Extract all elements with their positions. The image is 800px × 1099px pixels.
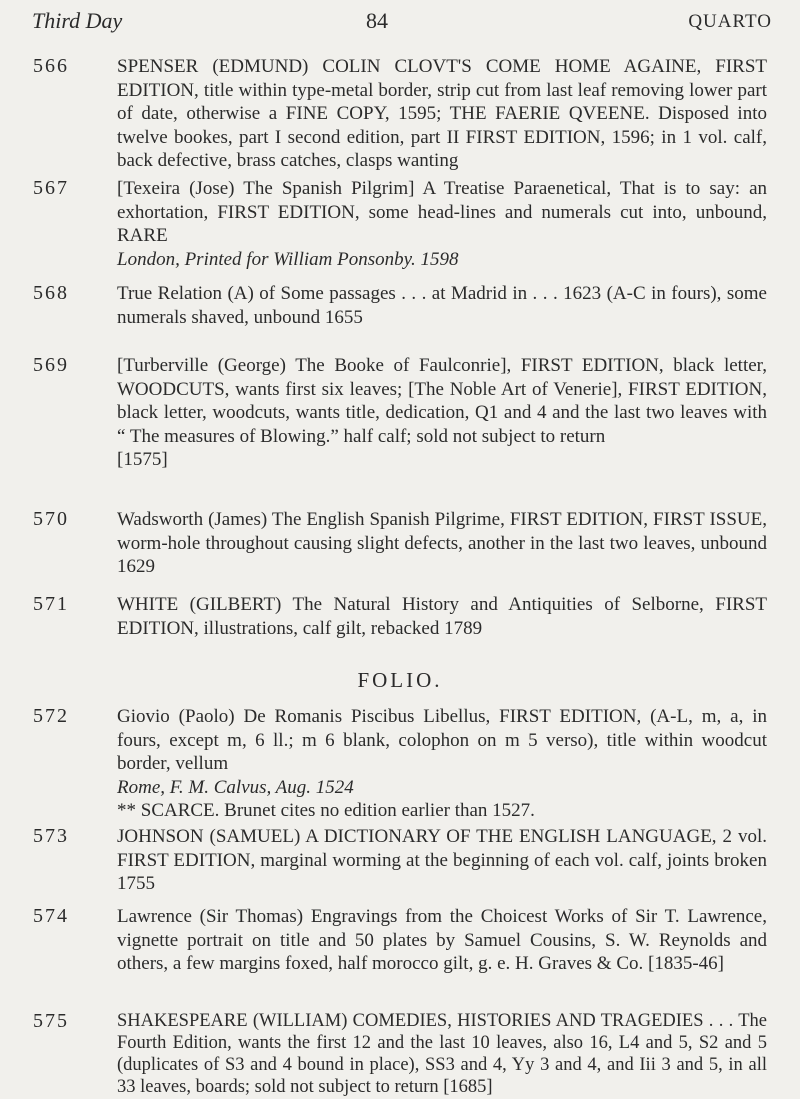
lot-number: 567 — [33, 177, 69, 199]
lot-description: True Relation (A) of Some passages . . . at Madrid in . . . 1623 (A-C in fours), some numerals shaved, unbound 1655 — [117, 283, 767, 328]
lot-description: WHITE (GILBERT) The Natural History and Antiquities of Selborne, FIRST EDITION, illustrations, calf gilt, rebacked 1789 — [117, 594, 767, 639]
page-number: 84 — [366, 8, 388, 33]
lot-note: ** SCARCE. Brunet cites no edition earlier than 1527. — [117, 800, 535, 821]
lot-number: 568 — [33, 282, 69, 304]
lot-number: 571 — [33, 593, 69, 615]
lot-date: [1575] — [117, 449, 168, 470]
lot-description: Lawrence (Sir Thomas) Engravings from the Choicest Works of Sir T. Lawrence, vignette portrait on title and 50 plates by Samuel Cousins, S. W. Reynolds and others, a few margins foxed, half morocco gilt, g. e. H. Graves & Co. [1835-46] — [117, 906, 767, 974]
running-head-right: QUARTO — [688, 11, 772, 32]
lot-number: 575 — [33, 1010, 69, 1032]
lot-number: 574 — [33, 905, 69, 927]
section-heading: FOLIO. — [357, 668, 443, 692]
lot-imprint: London, Printed for William Ponsonby. 1598 — [117, 248, 459, 270]
lot-description: Giovio (Paolo) De Romanis Piscibus Libellus, FIRST EDITION, (A-L, m, a, in fours, except m, 6 ll.; m 6 blank, colophon on m 5 verso), title within woodcut border, vellum — [117, 706, 767, 774]
lot-description-block — [117, 354, 767, 472]
lot-description-block — [117, 177, 767, 271]
lot-description: JOHNSON (SAMUEL) A DICTIONARY OF THE ENGLISH LANGUAGE, 2 vol. FIRST EDITION, marginal worming at the beginning of each vol. calf, joints broken 1755 — [117, 826, 767, 894]
lot-description: [Turberville (George) The Booke of Faulconrie], FIRST EDITION, black letter, WOODCUTS, wants first six leaves; [The Noble Art of Venerie], FIRST EDITION, black letter, woodcuts, wants title, dedication, Q1 and 4 and the last two leaves with “ The measures of Blowing.” half calf; sold not subject to return — [117, 355, 767, 447]
lot-number: 573 — [33, 825, 69, 847]
lot-number: 569 — [33, 354, 69, 376]
lot-imprint: Rome, F. M. Calvus, Aug. 1524 — [117, 776, 354, 798]
running-head-left: Third Day — [32, 8, 123, 33]
lot-description: SPENSER (EDMUND) COLIN CLOVT'S COME HOME AGAINE, FIRST EDITION, title within type-metal border, strip cut from last leaf removing lower part of date, otherwise a FINE COPY, 1595; THE FAERIE QVEENE. Disposed into twelve bookes, part I second edition, part II FIRST EDITION, 1596; in 1 vol. calf, back defective, brass catches, clasps wanting — [117, 56, 767, 171]
lot-description: [Texeira (Jose) The Spanish Pilgrim] A Treatise Paraenetical, That is to say: an exhortation, FIRST EDITION, some head-lines and numerals cut into, unbound, RARE — [117, 178, 767, 246]
lot-description-block — [117, 705, 767, 823]
lot-number: 572 — [33, 705, 69, 727]
lot-description: Wadsworth (James) The English Spanish Pilgrime, FIRST EDITION, FIRST ISSUE, worm-hole throughout causing slight defects, another in the last two leaves, unbound 1629 — [117, 509, 767, 577]
lot-number: 570 — [33, 508, 69, 530]
lot-description: SHAKESPEARE (WILLIAM) COMEDIES, HISTORIES AND TRAGEDIES . . . The Fourth Edition, wants the first 12 and the last 10 leaves, also 16, L4 and 5, S2 and 5 (duplicates of S3 and 4 bound in place), SS3 and 4, Yy 3 and 4, and Iii 3 and 5, in all 33 leaves, boards; sold not subject to return [1685] — [117, 1011, 767, 1097]
lot-number: 566 — [33, 55, 69, 77]
